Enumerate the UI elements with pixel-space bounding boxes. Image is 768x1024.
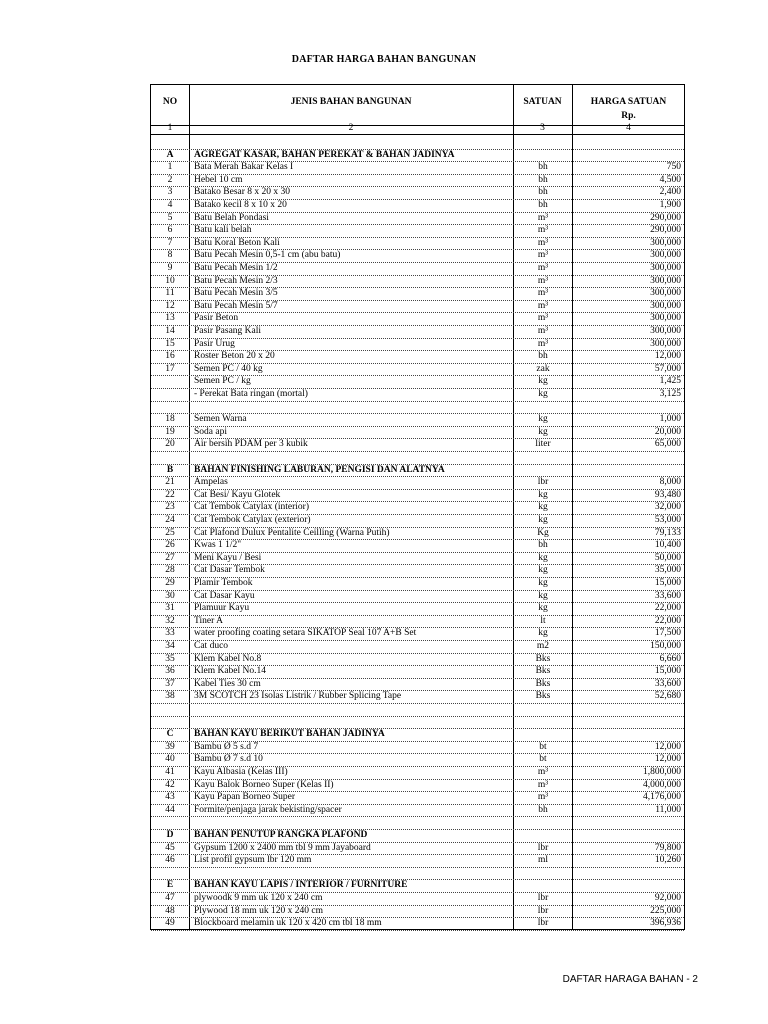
item-unit: Bks bbox=[535, 666, 551, 677]
header-satuan: SATUAN bbox=[523, 97, 562, 107]
item-name: Bambu Ø 7 s.d 10 bbox=[194, 754, 263, 765]
item-number: 1 bbox=[167, 162, 173, 173]
item-name: Batu Belah Pondasi bbox=[194, 212, 269, 223]
item-number: 27 bbox=[165, 552, 175, 563]
item-price: 1,000 bbox=[659, 414, 681, 425]
item-name: 3M SCOTCH 23 Isolas Listrik / Rubber Splicing Tape bbox=[194, 691, 402, 702]
table-row bbox=[151, 640, 684, 654]
item-price: 33,600 bbox=[654, 590, 681, 601]
item-name: Batu kali belah bbox=[194, 225, 252, 236]
item-price: 12,000 bbox=[654, 741, 681, 752]
item-unit: kg bbox=[538, 389, 548, 399]
item-number: 26 bbox=[165, 540, 175, 551]
table-row bbox=[151, 174, 684, 188]
table-row bbox=[151, 678, 684, 692]
table-row bbox=[151, 627, 684, 641]
item-name: Kayu Balok Borneo Super (Kelas II) bbox=[194, 779, 334, 790]
item-unit: kg bbox=[538, 628, 548, 639]
table-row bbox=[151, 338, 684, 352]
item-number: 49 bbox=[165, 918, 175, 929]
table-row bbox=[151, 816, 684, 830]
item-name: Ampelas bbox=[194, 477, 228, 488]
header-no: NO bbox=[162, 97, 178, 107]
price-table bbox=[150, 84, 685, 930]
item-number: 36 bbox=[165, 666, 175, 677]
item-unit: kg bbox=[538, 603, 548, 614]
table-row bbox=[151, 564, 684, 578]
item-unit: kg bbox=[538, 578, 548, 588]
item-name: List profil gypsum lbr 120 mm bbox=[194, 855, 312, 866]
table-row bbox=[151, 539, 684, 553]
item-number: 33 bbox=[165, 628, 175, 639]
item-unit: kg bbox=[538, 376, 548, 387]
item-number: 11 bbox=[165, 288, 175, 299]
item-number: 12 bbox=[165, 300, 175, 311]
item-name: Cat Besi/ Kayu Glotek bbox=[194, 489, 281, 500]
item-price: 150,000 bbox=[650, 641, 681, 651]
item-unit: m³ bbox=[537, 338, 549, 349]
table-row bbox=[151, 716, 684, 730]
item-price: 8,000 bbox=[659, 477, 681, 488]
table-row bbox=[151, 615, 684, 629]
item-price: 57,000 bbox=[654, 363, 681, 374]
item-unit: lbr bbox=[537, 842, 549, 853]
item-unit: bh bbox=[538, 200, 548, 210]
item-price: 750 bbox=[666, 162, 681, 173]
item-unit: m³ bbox=[537, 300, 549, 311]
item-number: 7 bbox=[167, 237, 173, 248]
item-price: 4,000,000 bbox=[643, 779, 681, 790]
item-name: Cat Dasar Tembok bbox=[194, 565, 265, 576]
table-row bbox=[151, 438, 684, 452]
table-row bbox=[151, 602, 684, 616]
table-row bbox=[151, 577, 684, 591]
column-number: 4 bbox=[626, 123, 631, 133]
table-row bbox=[151, 590, 684, 604]
item-price: 35,000 bbox=[654, 565, 681, 576]
item-number: 44 bbox=[165, 804, 175, 815]
item-name: BAHAN KAYU LAPIS / INTERIOR / FURNITURE bbox=[194, 880, 408, 891]
item-unit: m³ bbox=[537, 225, 549, 236]
item-unit: bh bbox=[538, 162, 548, 173]
item-name: Cat Plafond Dulux Pentalite Ceilling (Warna Putih) bbox=[194, 527, 390, 538]
item-name: Meni Kayu / Besi bbox=[194, 552, 262, 563]
item-unit: bh bbox=[538, 540, 548, 551]
item-name: Cat Tembok Catylax (interior) bbox=[194, 502, 309, 513]
header-harga: HARGA SATUAN bbox=[590, 97, 667, 107]
item-number: 16 bbox=[165, 351, 175, 362]
table-row bbox=[151, 350, 684, 364]
table-row bbox=[151, 892, 684, 906]
item-number: 3 bbox=[167, 187, 173, 198]
item-number: 14 bbox=[165, 326, 175, 336]
item-number: 35 bbox=[165, 653, 175, 664]
column-number: 2 bbox=[348, 123, 354, 133]
item-unit: m³ bbox=[537, 779, 549, 790]
item-unit: kg bbox=[538, 565, 548, 576]
item-price: 50,000 bbox=[654, 552, 681, 563]
item-price: 300,000 bbox=[650, 275, 681, 286]
item-unit: Bks bbox=[535, 691, 551, 702]
table-row bbox=[151, 779, 684, 793]
table-row bbox=[151, 905, 684, 919]
item-name: Pasir Pasang Kali bbox=[194, 326, 262, 336]
item-price: 52,680 bbox=[654, 691, 681, 702]
item-price: 79,133 bbox=[654, 527, 681, 538]
item-name: water proofing coating setara SIKATOP Seal 107 A+B Set bbox=[194, 628, 417, 639]
header-harga-unit: Rp. bbox=[621, 111, 636, 121]
item-name: Batako kecil 8 x 10 x 20 bbox=[194, 200, 287, 210]
item-price: 65,000 bbox=[654, 439, 681, 450]
item-price: 290,000 bbox=[650, 225, 681, 236]
item-price: 300,000 bbox=[650, 326, 681, 336]
item-number: 17 bbox=[165, 363, 175, 374]
item-unit: bh bbox=[538, 804, 548, 815]
page-footer: DAFTAR HARAGA BAHAN - 2 bbox=[562, 974, 698, 985]
table-row bbox=[151, 741, 684, 755]
item-price: 1,800,000 bbox=[643, 767, 681, 777]
item-number: 8 bbox=[167, 250, 173, 261]
section-row bbox=[151, 464, 684, 478]
item-price: 300,000 bbox=[650, 263, 681, 273]
table-row bbox=[151, 136, 684, 150]
section-row bbox=[151, 879, 684, 893]
item-price: 11,000 bbox=[655, 804, 681, 815]
table-row bbox=[151, 653, 684, 667]
item-name: Kayu Papan Borneo Super bbox=[194, 792, 296, 803]
item-name: Kwas 1 1/2" bbox=[194, 540, 242, 551]
item-number: 42 bbox=[165, 779, 175, 790]
column-number: 1 bbox=[167, 123, 173, 133]
item-number: 21 bbox=[165, 477, 175, 488]
item-price: 4,176,000 bbox=[643, 792, 681, 803]
item-price: 4,500 bbox=[659, 174, 681, 185]
table-header bbox=[151, 85, 684, 126]
item-name: Roster Beton 20 x 20 bbox=[194, 351, 275, 362]
item-name: Kabel Ties 30 cm bbox=[194, 678, 261, 689]
item-unit: Kg bbox=[537, 527, 549, 538]
table-row bbox=[151, 212, 684, 226]
item-unit: m³ bbox=[537, 313, 549, 324]
item-name: AGREGAT KASAR, BAHAN PEREKAT & BAHAN JADINYA bbox=[194, 149, 455, 160]
item-unit: m³ bbox=[537, 288, 549, 299]
item-number: 39 bbox=[165, 741, 175, 752]
item-unit: kg bbox=[538, 552, 548, 563]
item-price: 79,800 bbox=[654, 842, 681, 853]
table-row bbox=[151, 426, 684, 440]
item-name: Klem Kabel No.8 bbox=[194, 653, 262, 664]
item-name: Tiner A bbox=[194, 615, 223, 626]
item-unit: kg bbox=[538, 426, 548, 437]
item-unit: m³ bbox=[537, 250, 549, 261]
item-unit: m³ bbox=[537, 767, 549, 777]
item-name: Cat Tembok Catylax (exterior) bbox=[194, 515, 311, 525]
item-price: 10,400 bbox=[654, 540, 681, 551]
item-name: BAHAN FINISHING LABURAN, PENGISI DAN ALATNYA bbox=[194, 464, 445, 475]
item-name: Plywood 18 mm uk 120 x 240 cm bbox=[194, 905, 324, 916]
item-unit: lbr bbox=[537, 918, 549, 929]
item-number: 23 bbox=[165, 502, 175, 513]
item-name: Cat duco bbox=[194, 641, 229, 651]
section-row bbox=[151, 829, 684, 843]
item-number: 24 bbox=[165, 515, 175, 525]
item-number: 6 bbox=[167, 225, 173, 236]
item-number: 4 bbox=[167, 200, 173, 210]
item-number: 19 bbox=[165, 426, 175, 437]
item-price: 15,000 bbox=[654, 578, 681, 588]
item-name: BAHAN PENUTUP RANGKA PLAFOND bbox=[194, 830, 368, 840]
item-name: Bata Merah Bakar Kelas I bbox=[194, 162, 294, 173]
table-row bbox=[151, 287, 684, 301]
item-number: 10 bbox=[165, 275, 175, 286]
item-price: 6,660 bbox=[659, 653, 681, 664]
table-row bbox=[151, 489, 684, 503]
item-name: Semen Warna bbox=[194, 414, 247, 425]
item-number: 45 bbox=[165, 842, 175, 853]
item-number: 37 bbox=[165, 678, 175, 689]
item-price: 396,936 bbox=[650, 918, 681, 929]
item-unit: bt bbox=[539, 741, 547, 752]
item-price: 2,400 bbox=[659, 187, 681, 198]
item-price: 33,600 bbox=[654, 678, 681, 689]
item-number: D bbox=[166, 830, 174, 840]
item-number: 15 bbox=[165, 338, 175, 349]
item-price: 300,000 bbox=[650, 237, 681, 248]
item-name: Batako Besar 8 x 20 x 30 bbox=[194, 187, 291, 198]
item-name: Batu Pecah Mesin 3/5 bbox=[194, 288, 278, 299]
table-row bbox=[151, 867, 684, 881]
item-unit: bh bbox=[538, 174, 548, 185]
item-number: 28 bbox=[165, 565, 175, 576]
table-row bbox=[151, 186, 684, 200]
item-name: Batu Pecah Mesin 1/2 bbox=[194, 263, 278, 273]
item-number: 13 bbox=[165, 313, 175, 324]
item-price: 12,000 bbox=[654, 754, 681, 765]
item-number: 32 bbox=[165, 615, 175, 626]
table-row bbox=[151, 237, 684, 251]
item-unit: kg bbox=[538, 489, 548, 500]
item-number: 41 bbox=[165, 767, 175, 777]
item-name: Formite/penjaga jarak bekisting/spacer bbox=[194, 804, 342, 815]
item-price: 300,000 bbox=[650, 300, 681, 311]
table-row bbox=[151, 161, 684, 175]
document-title: DAFTAR HARGA BAHAN BANGUNAN bbox=[291, 54, 477, 65]
item-price: 22,000 bbox=[654, 615, 681, 626]
item-unit: kg bbox=[538, 515, 548, 525]
table-row bbox=[151, 703, 684, 717]
table-row bbox=[151, 401, 684, 415]
item-unit: lbr bbox=[537, 905, 549, 916]
item-price: 300,000 bbox=[650, 250, 681, 261]
item-number: 18 bbox=[165, 414, 175, 425]
item-unit: m2 bbox=[536, 641, 550, 651]
item-number: 31 bbox=[165, 603, 175, 614]
item-unit: m³ bbox=[537, 212, 549, 223]
table-row bbox=[151, 501, 684, 515]
item-name: Blockboard melamin uk 120 x 420 cm tbl 18 mm bbox=[194, 918, 382, 929]
item-name: Batu Pecah Mesin 5/7 bbox=[194, 300, 278, 311]
item-unit: kg bbox=[538, 502, 548, 513]
item-name: Bambu Ø 5 s.d 7 bbox=[194, 741, 259, 752]
item-name: - Perekat Bata ringan (mortal) bbox=[194, 389, 308, 399]
item-name: Klem Kabel No.14 bbox=[194, 666, 267, 677]
item-unit: m³ bbox=[537, 237, 549, 248]
item-name: Hebel 10 cm bbox=[194, 174, 243, 185]
table-row bbox=[151, 804, 684, 818]
table-row bbox=[151, 451, 684, 465]
item-unit: lt bbox=[540, 615, 546, 626]
table-row bbox=[151, 224, 684, 238]
item-number: 20 bbox=[165, 439, 175, 450]
table-row bbox=[151, 300, 684, 314]
item-unit: bt bbox=[539, 754, 547, 765]
table-row bbox=[151, 413, 684, 427]
item-name: Semen PC / 40 kg bbox=[194, 363, 263, 374]
item-name: Plamir Tembok bbox=[194, 578, 253, 588]
item-unit: m³ bbox=[537, 263, 549, 273]
table-row bbox=[151, 527, 684, 541]
item-number: 2 bbox=[167, 174, 173, 185]
item-unit: kg bbox=[538, 590, 548, 601]
item-unit: Bks bbox=[535, 653, 551, 664]
item-price: 32,000 bbox=[654, 502, 681, 513]
item-name: Pasir Urug bbox=[194, 338, 235, 349]
item-unit: liter bbox=[535, 439, 551, 450]
item-number: 30 bbox=[165, 590, 175, 601]
item-name: Batu Koral Beton Kali bbox=[194, 237, 280, 248]
item-price: 15,000 bbox=[654, 666, 681, 677]
column-number: 3 bbox=[540, 123, 545, 133]
table-row bbox=[151, 766, 684, 780]
table-row bbox=[151, 842, 684, 856]
item-name: Batu Pecah Mesin 0,5-1 cm (abu batu) bbox=[194, 250, 341, 261]
item-price: 300,000 bbox=[650, 338, 681, 349]
section-row bbox=[151, 728, 684, 742]
table-row bbox=[151, 514, 684, 528]
item-unit: m³ bbox=[537, 792, 549, 803]
item-number: 5 bbox=[167, 212, 173, 223]
item-number: E bbox=[166, 880, 174, 891]
table-row bbox=[151, 363, 684, 377]
item-unit: bh bbox=[538, 187, 548, 198]
item-number: 34 bbox=[165, 641, 175, 651]
item-price: 22,000 bbox=[654, 603, 681, 614]
table-row bbox=[151, 476, 684, 490]
table-row bbox=[151, 690, 684, 704]
item-number: 47 bbox=[165, 893, 175, 903]
item-price: 3,125 bbox=[659, 389, 681, 399]
item-number: C bbox=[166, 729, 174, 740]
item-number: 43 bbox=[165, 792, 175, 803]
table-row bbox=[151, 375, 684, 389]
item-name: Semen PC / kg bbox=[194, 376, 251, 387]
item-name: Air bersih PDAM per 3 kubik bbox=[194, 439, 308, 450]
item-number: 40 bbox=[165, 754, 175, 765]
column-number-row bbox=[151, 125, 684, 135]
table-row bbox=[151, 312, 684, 326]
item-name: Soda api bbox=[194, 426, 227, 437]
table-row bbox=[151, 854, 684, 868]
item-number: 22 bbox=[165, 489, 175, 500]
item-number: 9 bbox=[167, 263, 173, 273]
item-price: 300,000 bbox=[650, 313, 681, 324]
table-row bbox=[151, 249, 684, 263]
item-unit: Bks bbox=[535, 678, 551, 689]
item-price: 225,000 bbox=[650, 905, 681, 916]
table-row bbox=[151, 552, 684, 566]
table-row bbox=[151, 917, 684, 931]
item-unit: ml bbox=[537, 855, 549, 866]
item-unit: kg bbox=[538, 414, 548, 425]
item-name: Gypsum 1200 x 2400 mm tbl 9 mm Jayaboard bbox=[194, 842, 371, 853]
table-row bbox=[151, 262, 684, 276]
item-number: A bbox=[166, 149, 174, 160]
item-price: 53,000 bbox=[654, 515, 681, 525]
item-name: plywoodk 9 mm uk 120 x 240 cm bbox=[194, 893, 323, 903]
table-row bbox=[151, 275, 684, 289]
item-name: BAHAN KAYU BERIKUT BAHAN JADINYA bbox=[194, 729, 385, 740]
section-row bbox=[151, 149, 684, 163]
table-row bbox=[151, 791, 684, 805]
item-name: Plamuur Kayu bbox=[194, 603, 250, 614]
item-price: 92,000 bbox=[654, 893, 681, 903]
item-number: B bbox=[166, 464, 174, 475]
item-name: Kayu Albasia (Kelas III) bbox=[194, 767, 288, 777]
item-number: 29 bbox=[165, 578, 175, 588]
item-number: 38 bbox=[165, 691, 175, 702]
item-number: 48 bbox=[165, 905, 175, 916]
item-price: 290,000 bbox=[650, 212, 681, 223]
item-unit: lbr bbox=[537, 893, 549, 903]
table-row bbox=[151, 753, 684, 767]
item-unit: bh bbox=[538, 351, 548, 362]
table-row bbox=[151, 199, 684, 213]
header-jenis: JENIS BAHAN BANGUNAN bbox=[290, 97, 412, 107]
item-number: 25 bbox=[165, 527, 175, 538]
item-unit: lbr bbox=[537, 477, 549, 488]
item-name: Pasir Beton bbox=[194, 313, 239, 324]
item-price: 1,900 bbox=[659, 200, 681, 210]
item-price: 10,260 bbox=[654, 855, 681, 866]
item-name: Cat Dasar Kayu bbox=[194, 590, 255, 601]
item-unit: m³ bbox=[537, 275, 549, 286]
item-price: 300,000 bbox=[650, 288, 681, 299]
item-number: 46 bbox=[165, 855, 175, 866]
item-name: Batu Pecah Mesin 2/3 bbox=[194, 275, 278, 286]
table-row bbox=[151, 665, 684, 679]
table-row bbox=[151, 388, 684, 402]
item-unit: m³ bbox=[537, 326, 549, 336]
item-price: 1,425 bbox=[659, 376, 681, 387]
item-price: 17,500 bbox=[654, 628, 681, 639]
item-unit: zak bbox=[536, 363, 550, 374]
item-price: 12,000 bbox=[654, 351, 681, 362]
item-price: 20,000 bbox=[654, 426, 681, 437]
table-row bbox=[151, 325, 684, 339]
item-price: 93,480 bbox=[654, 489, 681, 500]
